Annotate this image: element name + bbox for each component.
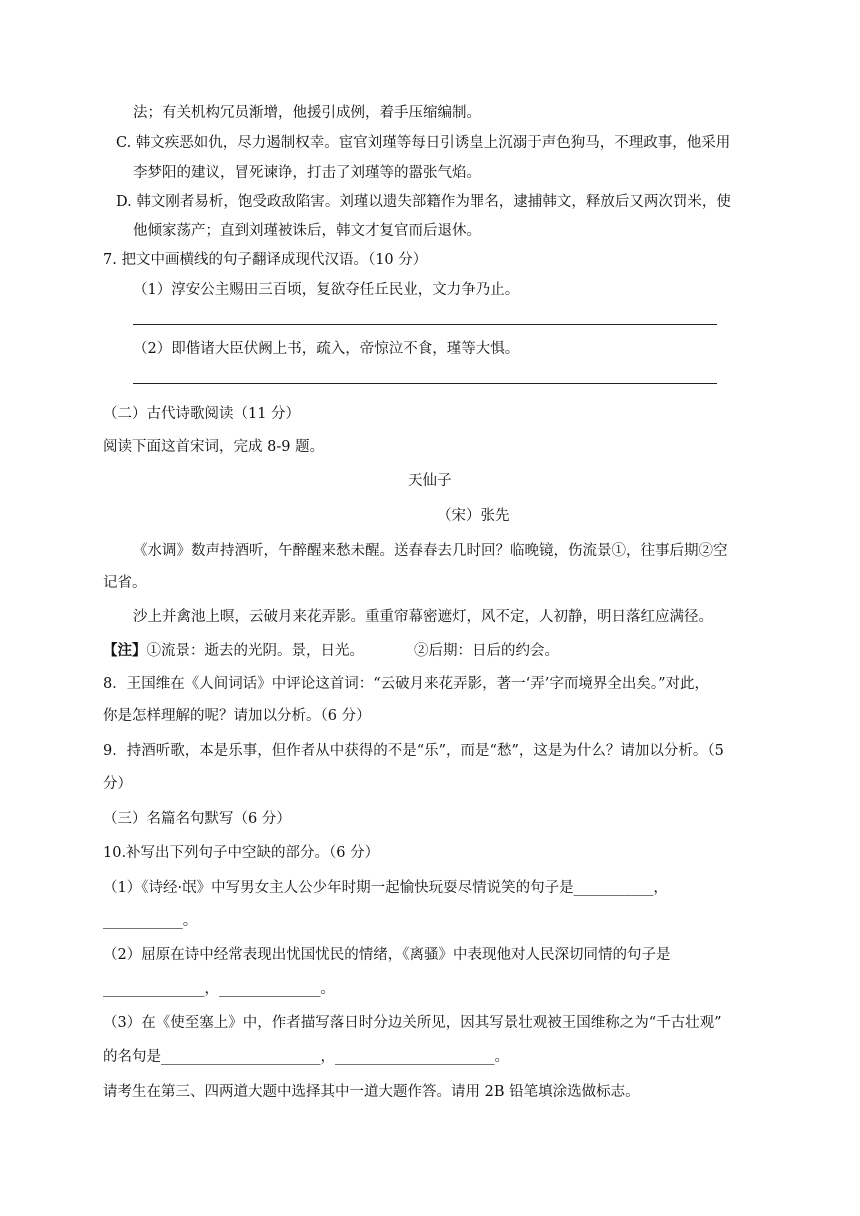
question-9-line1: 9．持酒听歌，本是乐事，但作者从中获得的不是“乐”，而是“愁”，这是为什么？请加以分析。（5 xyxy=(103,743,724,759)
section-2-heading: （二）古代诗歌阅读（11 分） xyxy=(103,406,301,422)
note-1: ①流景：逝去的光阴。景，日光。 xyxy=(146,643,364,659)
answer-line-2[interactable] xyxy=(133,383,717,384)
option-c-line1 xyxy=(116,136,757,151)
option-d-line1: D. 韩文刚者易析，饱受政敌陷害。刘瑾以遗失部籍作为罪名，逮捕韩文，释放后又两次罚米，使 xyxy=(116,194,731,210)
note-2: ②后期：日后的约会。 xyxy=(414,643,559,659)
answer-line-1[interactable] xyxy=(133,324,717,325)
option-c-text: C. 韩文疾恶如仇，尽力遏制权幸。宦官刘瑾等每日引诱皇上沉溺于声色狗马，不理政事，他采用 xyxy=(116,135,731,151)
question-8-line1: 8．王国维在《人间词话》中评论这首词：“云破月来花弄影，著一‘弄’字而境界全出矣。”对此， xyxy=(103,676,710,692)
question-10-stem: 10.补写出下列句子中空缺的部分。（6 分） xyxy=(103,845,380,861)
question-10-part3-line1: （3）在《使至塞上》中，作者描写落日时分边关所见，因其写景壮观被王国维称之为“千古壮观” xyxy=(103,1015,722,1031)
poem-notes xyxy=(103,644,559,659)
section-2-intro: 阅读下面这首宋词，完成 8-9 题。 xyxy=(103,439,325,455)
poem-line-3: 沙上并禽池上暝，云破月来花弄影。重重帘幕密遮灯，风不定，人初静，明日落红应满径。 xyxy=(133,609,713,625)
note-label: 【注】 xyxy=(103,642,147,659)
question-10-part1-line2: ___________。 xyxy=(103,913,198,929)
poem-line-1: 《水调》数声持酒听，午醉醒来愁未醒。送春春去几时回？临晚镜，伤流景①，往事后期②空 xyxy=(133,543,728,559)
question-10-part2-line2: ______________，______________。 xyxy=(103,981,335,997)
question-10-part2-line1: （2）屈原在诗中经常表现出忧国忧民的情绪，《离骚》中表现他对人民深切同情的句子是 xyxy=(103,947,671,963)
option-b-continuation: 法；有关机构冗员渐增，他援引成例，着手压缩编制。 xyxy=(133,105,481,121)
question-8-line2: 你是怎样理解的呢？请加以分析。（6 分） xyxy=(103,708,371,724)
poem-title: 天仙子 xyxy=(408,473,452,489)
option-d-line2: 他倾家荡产；直到刘瑾被诛后，韩文才复官而后退休。 xyxy=(133,223,481,239)
question-10-part3-line2: 的名句是______________________，______________________。 xyxy=(103,1049,509,1065)
question-9-line2: 分） xyxy=(103,776,132,792)
choice-instruction: 请考生在第三、四两道大题中选择其中一道大题作答。请用 2B 铅笔填涂选做标志。 xyxy=(103,1084,640,1100)
poem-line-2: 记省。 xyxy=(103,575,147,591)
question-10-part1-line1: （1）《诗经·氓》中写男女主人公少年时期一起愉快玩耍尽情说笑的句子是___________， xyxy=(103,880,668,896)
option-c-line2: 李梦阳的建议，冒死谏诤，打击了刘瑾等的嚣张气焰。 xyxy=(133,165,481,181)
question-7-sentence-1: （1）淳安公主赐田三百顷，复欲夺任丘民业，文力争乃止。 xyxy=(133,282,520,298)
poem-author: （宋）张先 xyxy=(437,508,510,524)
question-7-stem: 7. 把文中画横线的句子翻译成现代汉语。（10 分） xyxy=(103,252,428,268)
section-3-heading: （三）名篇名句默写（6 分） xyxy=(103,811,291,827)
question-7-sentence-2: （2）即偕诸大臣伏阙上书，疏入，帝惊泣不食，瑾等大惧。 xyxy=(133,341,520,357)
